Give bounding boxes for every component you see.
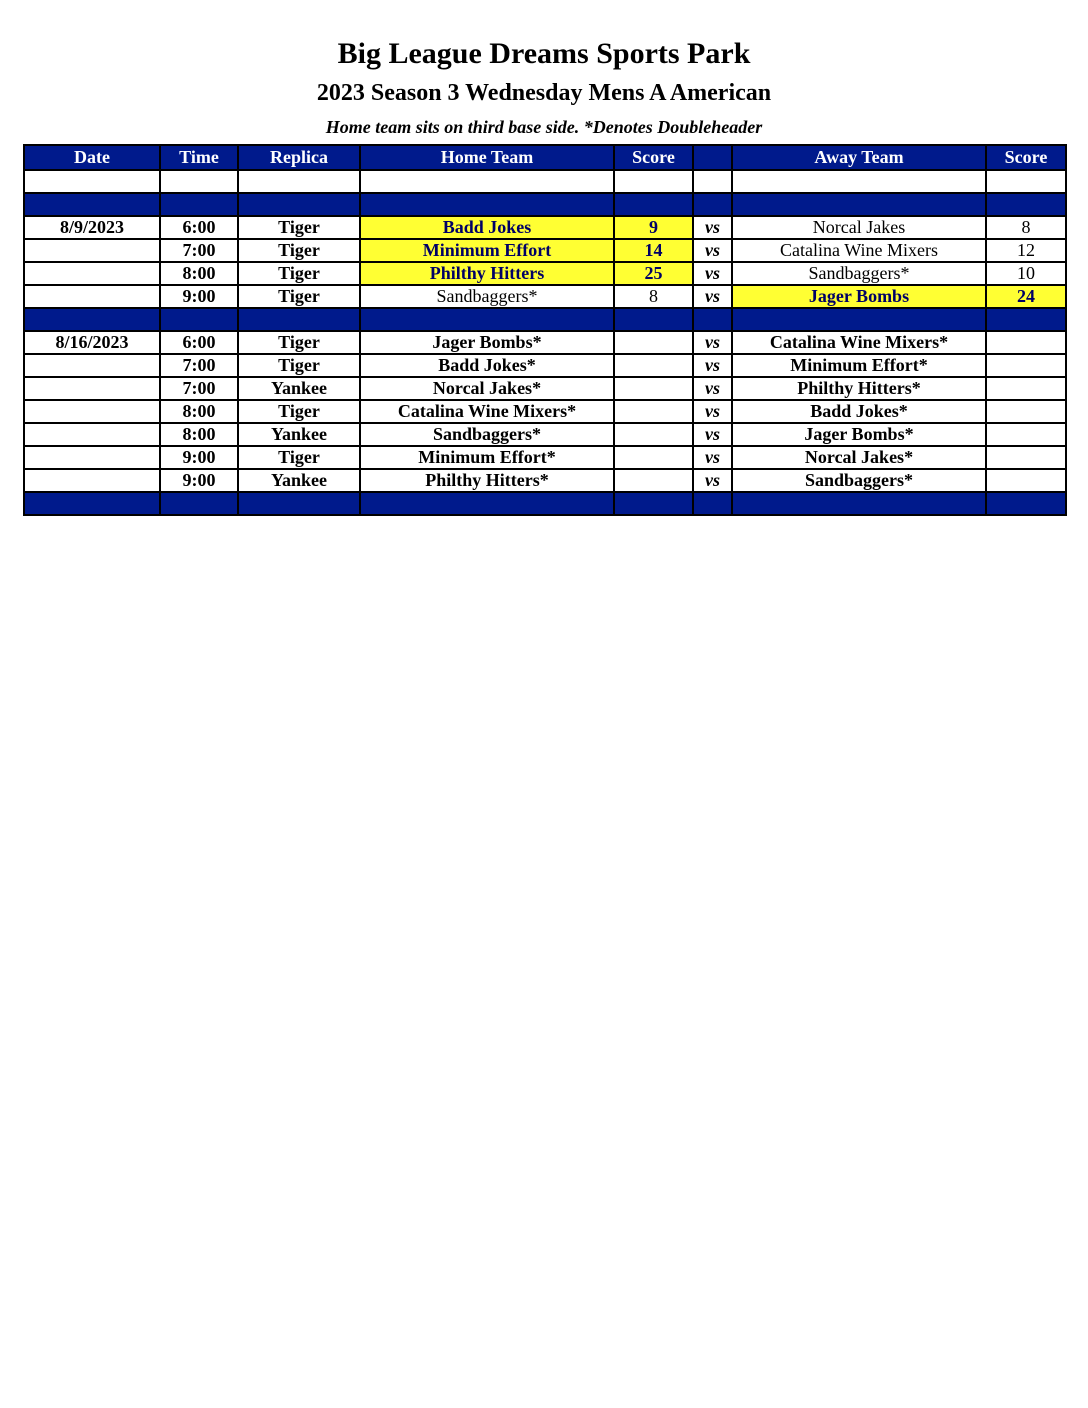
- away-score-cell: 24: [986, 285, 1066, 308]
- away-team-cell: Catalina Wine Mixers*: [732, 331, 986, 354]
- time-cell: 6:00: [160, 216, 238, 239]
- replica-cell: Tiger: [238, 331, 360, 354]
- away-score-cell: [986, 446, 1066, 469]
- table-row: [24, 239, 1066, 262]
- vs-cell: vs: [693, 216, 732, 239]
- away-score-cell: 10: [986, 262, 1066, 285]
- col-replica-header: Replica: [238, 145, 360, 170]
- date-cell: [24, 423, 160, 446]
- home-score-cell: [614, 446, 693, 469]
- away-team-cell: Philthy Hitters*: [732, 377, 986, 400]
- col-away-score-header: Score: [986, 145, 1066, 170]
- table-row: [24, 285, 1066, 308]
- header-row: [24, 145, 1066, 170]
- away-team-cell: Sandbaggers*: [732, 469, 986, 492]
- vs-cell: vs: [693, 331, 732, 354]
- home-team-cell: Catalina Wine Mixers*: [360, 400, 614, 423]
- home-team-cell: Minimum Effort: [360, 239, 614, 262]
- away-score-cell: [986, 331, 1066, 354]
- col-time-header: Time: [160, 145, 238, 170]
- time-cell: 7:00: [160, 377, 238, 400]
- replica-cell: Tiger: [238, 446, 360, 469]
- away-score-cell: [986, 400, 1066, 423]
- vs-cell: vs: [693, 446, 732, 469]
- replica-cell: Yankee: [238, 469, 360, 492]
- replica-cell: Yankee: [238, 423, 360, 446]
- col-home-team-header: Home Team: [360, 145, 614, 170]
- home-team-cell: Badd Jokes*: [360, 354, 614, 377]
- home-team-cell: Jager Bombs*: [360, 331, 614, 354]
- col-away-team-header: Away Team: [732, 145, 986, 170]
- date-cell: [24, 400, 160, 423]
- time-cell: 9:00: [160, 285, 238, 308]
- away-score-cell: 12: [986, 239, 1066, 262]
- vs-cell: vs: [693, 285, 732, 308]
- home-team-cell: Philthy Hitters*: [360, 469, 614, 492]
- away-score-cell: [986, 377, 1066, 400]
- page-title: Big League Dreams Sports Park: [337, 37, 751, 70]
- table-row: [24, 331, 1066, 354]
- away-team-cell: Badd Jokes*: [732, 400, 986, 423]
- replica-cell: Yankee: [238, 377, 360, 400]
- date-cell: [24, 469, 160, 492]
- date-cell: 8/16/2023: [24, 331, 160, 354]
- col-vs-header: [693, 145, 732, 170]
- replica-cell: Tiger: [238, 239, 360, 262]
- time-cell: 8:00: [160, 400, 238, 423]
- vs-cell: vs: [693, 377, 732, 400]
- date-cell: [24, 377, 160, 400]
- time-cell: 7:00: [160, 354, 238, 377]
- away-team-cell: Jager Bombs*: [732, 423, 986, 446]
- away-team-cell: Jager Bombs: [732, 285, 986, 308]
- table-row: [24, 377, 1066, 400]
- away-score-cell: [986, 354, 1066, 377]
- home-score-cell: [614, 400, 693, 423]
- time-cell: 7:00: [160, 239, 238, 262]
- schedule-note: Home team sits on third base side. *Denotes Doubleheader: [325, 117, 763, 137]
- time-cell: 8:00: [160, 262, 238, 285]
- separator-row: [24, 193, 1066, 216]
- home-team-cell: Sandbaggers*: [360, 285, 614, 308]
- away-score-cell: [986, 469, 1066, 492]
- date-cell: [24, 354, 160, 377]
- home-team-cell: Minimum Effort*: [360, 446, 614, 469]
- date-cell: [24, 446, 160, 469]
- home-team-cell: Norcal Jakes*: [360, 377, 614, 400]
- home-score-cell: [614, 377, 693, 400]
- home-score-cell: [614, 469, 693, 492]
- page-subtitle: 2023 Season 3 Wednesday Mens A American: [316, 80, 772, 106]
- vs-cell: vs: [693, 239, 732, 262]
- table-row: [24, 400, 1066, 423]
- table-row: [24, 262, 1066, 285]
- away-team-cell: Norcal Jakes*: [732, 446, 986, 469]
- home-score-cell: [614, 331, 693, 354]
- vs-cell: vs: [693, 469, 732, 492]
- time-cell: 6:00: [160, 331, 238, 354]
- vs-cell: vs: [693, 423, 732, 446]
- away-team-cell: Sandbaggers*: [732, 262, 986, 285]
- table-row: [24, 216, 1066, 239]
- away-score-cell: 8: [986, 216, 1066, 239]
- time-cell: 8:00: [160, 423, 238, 446]
- home-score-cell: 25: [614, 262, 693, 285]
- time-cell: 9:00: [160, 469, 238, 492]
- col-home-score-header: Score: [614, 145, 693, 170]
- home-score-cell: 14: [614, 239, 693, 262]
- away-team-cell: Minimum Effort*: [732, 354, 986, 377]
- home-score-cell: [614, 423, 693, 446]
- table-row: [24, 423, 1066, 446]
- date-cell: [24, 239, 160, 262]
- away-team-cell: Catalina Wine Mixers: [732, 239, 986, 262]
- replica-cell: Tiger: [238, 400, 360, 423]
- vs-cell: vs: [693, 400, 732, 423]
- separator-row: [24, 492, 1066, 515]
- separator-row: [24, 308, 1066, 331]
- vs-cell: vs: [693, 262, 732, 285]
- time-cell: 9:00: [160, 446, 238, 469]
- replica-cell: Tiger: [238, 354, 360, 377]
- date-cell: 8/9/2023: [24, 216, 160, 239]
- vs-cell: vs: [693, 354, 732, 377]
- table-row: [24, 354, 1066, 377]
- col-date-header: Date: [24, 145, 160, 170]
- home-team-cell: Philthy Hitters: [360, 262, 614, 285]
- replica-cell: Tiger: [238, 285, 360, 308]
- home-team-cell: Sandbaggers*: [360, 423, 614, 446]
- table-row: [24, 469, 1066, 492]
- away-score-cell: [986, 423, 1066, 446]
- home-score-cell: 8: [614, 285, 693, 308]
- replica-cell: Tiger: [238, 262, 360, 285]
- away-team-cell: Norcal Jakes: [732, 216, 986, 239]
- date-cell: [24, 262, 160, 285]
- replica-cell: Tiger: [238, 216, 360, 239]
- schedule-table: [23, 144, 1067, 516]
- home-score-cell: [614, 354, 693, 377]
- date-cell: [24, 285, 160, 308]
- table-row: [24, 446, 1066, 469]
- home-score-cell: 9: [614, 216, 693, 239]
- blank-row: [24, 170, 1066, 193]
- home-team-cell: Badd Jokes: [360, 216, 614, 239]
